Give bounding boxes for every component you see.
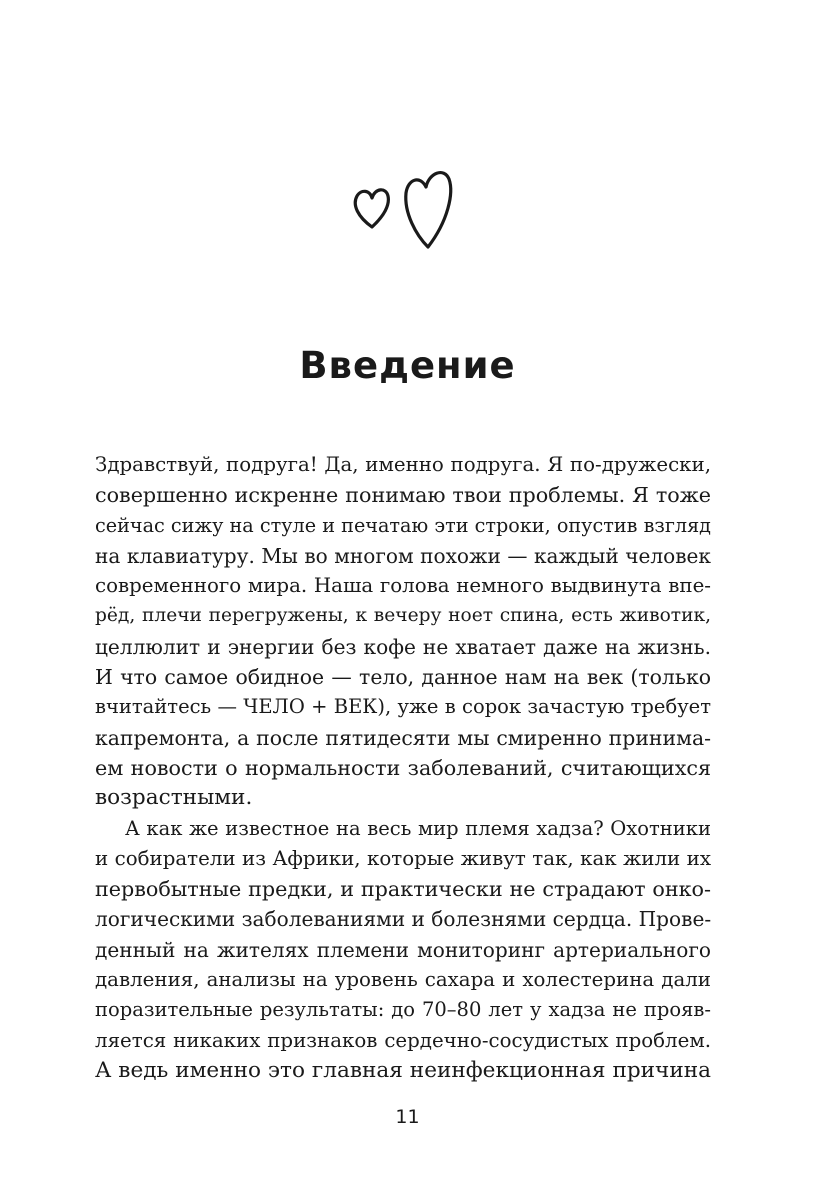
text-line: и собиратели из Африки, которые живут так, как жили их (95, 846, 711, 870)
text-line: ем новости о нормальности заболеваний, считающихся (95, 755, 711, 780)
text-line: на клавиатуру. Мы во многом похожи — каждый человек (95, 543, 711, 568)
text-line: капремонта, а после пятидесяти мы смиренно принима- (95, 725, 711, 750)
two-hearts-icon (348, 165, 456, 251)
text-line: рёд, плечи перегружены, к вечеру ноет спина, есть животик, (95, 605, 711, 627)
text-line: давления, анализы на уровень сахара и холестерина дали (95, 968, 711, 992)
text-line: современного мира. Наша голова немного выдвинута впе- (95, 574, 711, 598)
text-line: сейчас сижу на стуле и печатаю эти строки, опустив взгляд (95, 513, 711, 537)
text-line: А как же известное на весь мир племя хадза? Охотники (125, 816, 711, 840)
text-line: совершенно искренне понимаю твои проблемы. Я тоже (95, 483, 711, 508)
text-line: Здравствуй, подруга! Да, именно подруга. Я по-дружески, (95, 453, 711, 476)
text-line: И что самое обидное — тело, данное нам на век (только (95, 665, 711, 690)
body-text (95, 450, 711, 1086)
text-line: целлюлит и энергии без кофе не хватает даже на жизнь. (95, 634, 711, 659)
text-line: вчитайтесь — ЧЕЛО + ВЕК), уже в сорок зачастую требует (95, 695, 711, 719)
text-line: ляется никаких признаков сердечно-сосудистых проблем. (95, 1028, 711, 1052)
text-line: логическими заболеваниями и болезнями сердца. Прове- (95, 907, 712, 932)
text-line: возрастными. (95, 785, 253, 811)
text-line: первобытные предки, и практически не страдают онко- (95, 877, 711, 902)
page-number: 11 (395, 1106, 420, 1128)
text-line: А ведь именно это главная неинфекционная причина (95, 1057, 711, 1083)
text-line: денный на жителях племени мониторинг артериального (95, 937, 711, 962)
chapter-title: Введение (299, 344, 516, 387)
text-line: поразительные результаты: до 70–80 лет у хадза не прояв- (95, 998, 711, 1022)
